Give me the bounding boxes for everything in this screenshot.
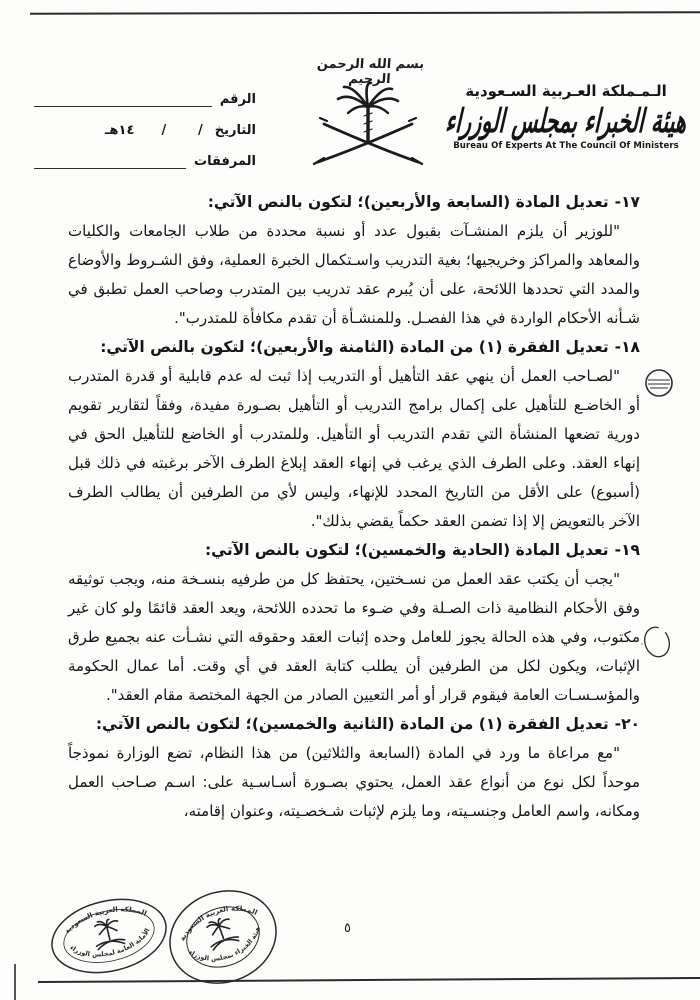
page-top-border <box>30 11 700 14</box>
amendment-title: تعديل المادة (السابعة والأربعين)؛ لتكون بالنص الآتي: <box>207 193 609 211</box>
number-field <box>34 86 256 107</box>
saudi-palm-swords-emblem-icon <box>296 80 440 174</box>
date-label: التاريخ <box>214 123 256 138</box>
page-bottom-border <box>38 977 700 983</box>
amendment-paragraph: "للوزير أن يلزم المنشـآت بقبول عدد أو نسبة محددة من طلاب الجامعات والكليات والمعاهد والمراكز وخريجيها؛ بغية التدريب واسـتكمال الخبرة العملية، وفق الشـروط والأوضاع والمدد التي تحددها اللائحة، على أن يُبرم عقد تدريب بين المتدرب وصاحب العمل تطبق في شـأنه الأحكام الواردة في هذا الفصـل. وللمنشـأة أن تقدم مكافأة للمتدرب". <box>68 222 640 327</box>
stamp-mini-emblem-icon <box>203 915 239 950</box>
attachments-field <box>34 148 256 169</box>
amendment-number: ١٨- <box>614 338 640 356</box>
amendment-paragraph: "لصـاحب العمل أن ينهي عقد التأهيل أو التدريب إذا ثبت له عدم قابلية أو قدرة المتدرب أو الخاضـع للتأهيل على إكمال برامج التدريب أو التأهيل بصـورة مفيدة، وفقاً لتقارير تقويم دورية تضعها المنشأة التي تقدم التدريب أو التأهيل. وللمتدرب أو الخاضع للتأهيل الحق في إنهاء العقد. وعلى الطرف الذي يرغب في إنهاء العقد إبلاغ الطرف الآخر برغبته في ذلك قبل (أسبوع) على الأقل من التاريخ المحدد للإنهاء، وليس لأي من الطرفين أن يطالب الطرف الآخر بالتعويض إلا إذا تضمن العقد حكماً يقضي بذلك". <box>68 367 640 530</box>
article-amendment-19 <box>68 536 640 710</box>
amendment-heading <box>68 333 640 362</box>
kingdom-title: الـمـملكة العـربية السـعودية <box>465 82 667 100</box>
amendment-title: تعديل الفقرة (١) من المادة (الثانية والخمسين)؛ لتكون بالنص الآتي: <box>95 715 609 733</box>
document-body <box>68 188 640 826</box>
amendment-number: ١٩- <box>614 541 640 559</box>
amendment-title: تعديل الفقرة (١) من المادة (الثامنة والأربعين)؛ لتكون بالنص الآتي: <box>100 338 609 356</box>
letterhead-right-block <box>438 82 694 151</box>
stamp-mini-emblem-icon <box>91 917 125 950</box>
svg-text:المملكة العربية السعودية <box>60 898 149 936</box>
article-amendment-18 <box>68 333 640 536</box>
striped-circle-seal-icon <box>643 367 675 401</box>
bureau-english-name: Bureau Of Experts At The Council Of Ministers <box>453 141 679 151</box>
amendment-number: ٢٠- <box>614 715 640 733</box>
amendment-number: ١٧- <box>614 193 640 211</box>
attachments-label: المرفقات <box>194 154 256 169</box>
number-label: الرقم <box>219 92 256 107</box>
svg-text:هيئة الخبراء بمجلس الوزراء <box>186 923 269 973</box>
date-value: / / ١٤هـ <box>105 123 203 138</box>
amendment-heading <box>68 536 640 565</box>
secretariat-council-stamp <box>41 885 177 986</box>
bureau-calligraphy: هيئة الخبراء بمجلس الوزراء <box>444 102 688 140</box>
svg-text:المملكة العربية السعودية <box>173 894 261 944</box>
page-left-edge-line <box>14 964 16 1000</box>
reference-fields <box>34 86 256 169</box>
article-amendment-20 <box>68 710 640 826</box>
handwritten-circle-annotation-icon <box>638 622 674 662</box>
page-number: ٥ <box>344 921 351 936</box>
article-amendment-17 <box>68 188 640 333</box>
number-blank-line <box>34 92 212 107</box>
stamp-top-text: المملكة العربية السعودية <box>62 905 148 936</box>
attachments-blank-line <box>34 154 186 169</box>
amendment-heading <box>68 710 640 739</box>
amendment-title: تعديل المادة (الحادية والخمسين)؛ لتكون بالنص الآتي: <box>204 541 609 559</box>
stamp-bottom-text: هيئة الخبراء بمجلس الوزراء <box>187 925 262 963</box>
stamp-bottom-text: الأمانة العامة لمجلس الوزراء <box>68 927 152 959</box>
date-field <box>34 117 256 138</box>
amendment-paragraph: "مع مراعاة ما ورد في المادة (السابعة والثلاثين) من هذا النظام، تضع الوزارة نموذجاً موحداً لكل نوع من أنواع عقد العمل، يحتوي بصـورة أسـاسـية على: اسـم صـاحب العمل ومكانه، واسم العامل وجنسـيته، وما يلزم لإثبات شـخصـيته، وعنوان إقامته، <box>68 744 640 820</box>
stamp-top-text: المملكة العربية السعودية <box>178 904 259 943</box>
bismillah-calligraphy: بسم الله الرحمن الرحيم <box>316 57 425 87</box>
amendment-paragraph: "يجب أن يكتب عقد العمل من نسـختين، يحتفظ كل من طرفيه بنسـخة منه، ويجب توثيقه وفق الأحكام النظامية ذات الصـلة وفي ضـوء ما تحدده اللائحة، ويعد العقد قائمًا ولو كان غير مكتوب، وفي هذه الحالة يجوز للعامل وحده إثبات العقد وحقوقه التي نشـأت عنه بجميع طرق الإثبات، ويكون لكل من الطرفين أن يطلب كتابة العقد في أي وقت. أما عمال الحكومة والمؤسـسـات العامة فيقوم قرار أو أمر التعيين الصادر من الجهة المختصة مقام العقد". <box>68 570 640 704</box>
amendment-heading <box>68 188 640 217</box>
